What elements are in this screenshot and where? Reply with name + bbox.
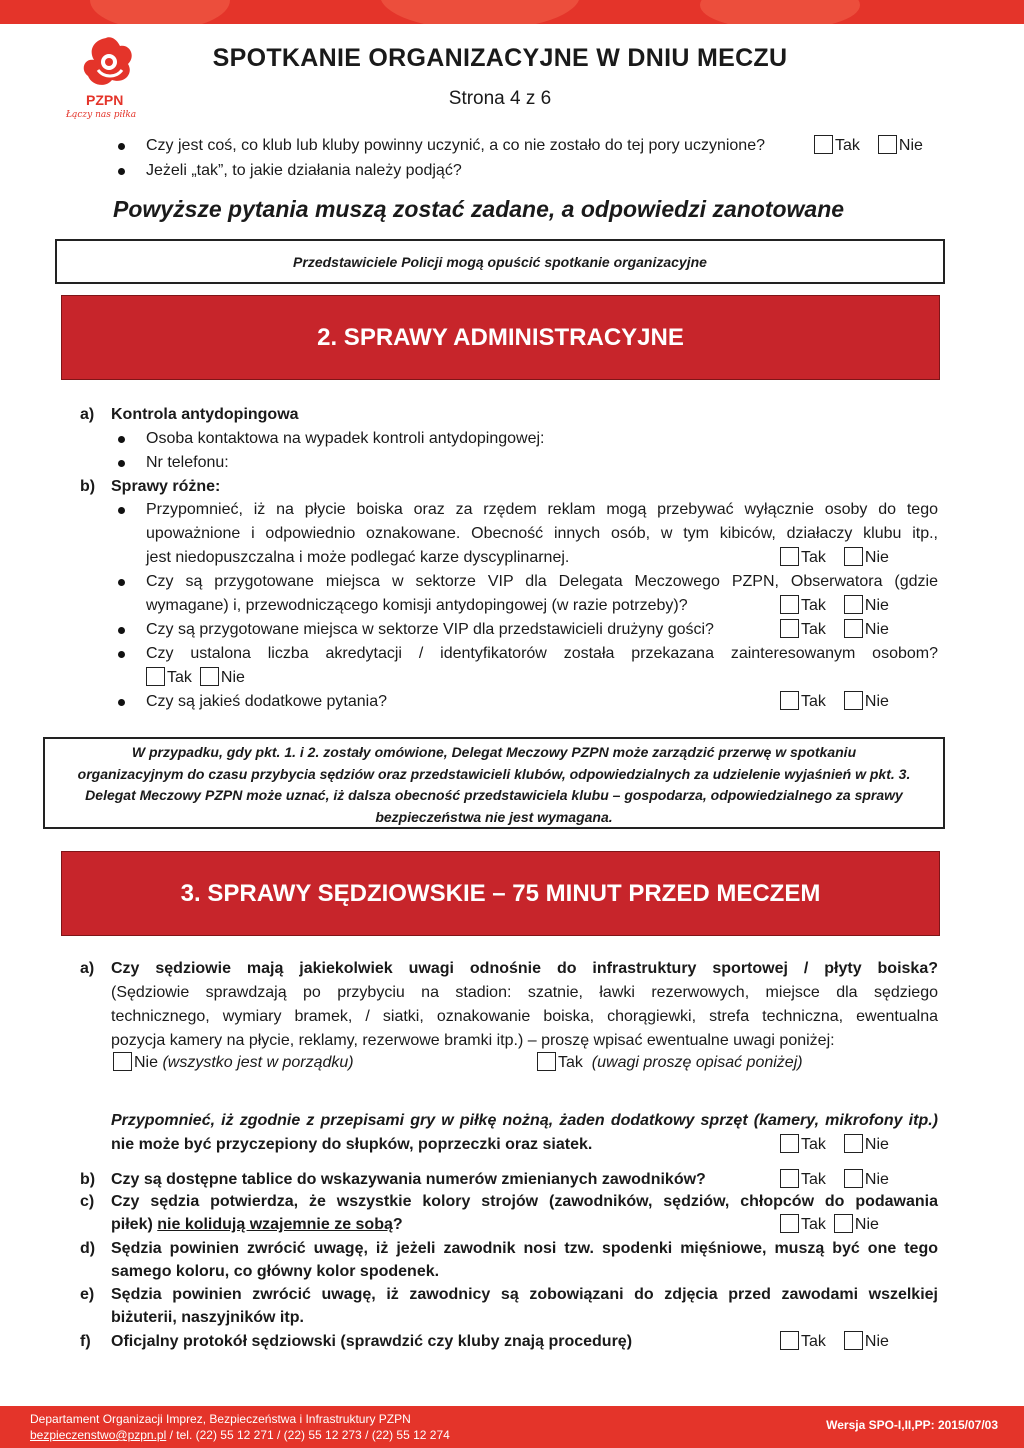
no-checkbox[interactable] xyxy=(844,1331,863,1350)
yes-checkbox[interactable] xyxy=(780,1169,799,1188)
kit-colors-text: piłek) xyxy=(111,1216,153,1233)
no-label: Nie xyxy=(864,621,889,638)
infrastructure-yes-option xyxy=(537,1051,803,1075)
no-label: Nie xyxy=(864,693,889,710)
yes-label: Tak xyxy=(801,1171,826,1188)
section-3-header xyxy=(61,851,940,936)
yes-label: Tak xyxy=(801,1216,826,1233)
bullet xyxy=(118,579,125,586)
no-label: Nie xyxy=(864,597,889,614)
footer-phones: / tel. (22) 55 12 271 / (22) 55 12 273 / (22) 55 12 274 xyxy=(166,1428,450,1442)
no-label: Nie xyxy=(898,137,923,154)
no-checkbox[interactable] xyxy=(200,667,219,686)
no-checkbox[interactable] xyxy=(844,691,863,710)
item-letter: a) xyxy=(80,960,95,977)
no-checkbox[interactable] xyxy=(113,1052,132,1071)
kit-colors-question: Czy sędzia potwierdza, że wszystkie kolory strojów (zawodników, sędziów, chłopców do podawania xyxy=(111,1193,938,1210)
logo-tagline: Łączy nas piłka xyxy=(66,110,137,120)
break-notice-line: organizacyjnym do czasu przybycia sędziów oraz przedstawicieli klubów, odpowiedzialnych za udzielenie wyjaśnień w pkt. 3. xyxy=(77,765,911,782)
bullet xyxy=(118,168,125,175)
police-note-box xyxy=(55,239,945,284)
accreditation-question: Czy ustalona liczba akredytacji / identyfikatorów została przekazana zainteresowanym osobom? xyxy=(146,645,938,662)
no-option-note: (wszystko jest w porządku) xyxy=(162,1054,354,1071)
substitution-boards-answer xyxy=(780,1168,889,1192)
misc-reminder-answer xyxy=(780,546,889,570)
bullet xyxy=(118,507,125,514)
intro-question-1: Czy jest coś, co klub lub kluby powinny uczynić, a co nie zostało do tej pory uczynione? xyxy=(146,137,765,154)
bullet xyxy=(118,460,125,467)
no-checkbox[interactable] xyxy=(844,547,863,566)
jewelry-rule-line: Sędzia powinien zwrócić uwagę, iż zawodnicy są zobowiązani do zdjęcia przed zawodami wszelkiej xyxy=(111,1286,938,1303)
footer-version: Wersja SPO-I,II,PP: 2015/07/03 xyxy=(826,1418,998,1432)
yes-label: Tak xyxy=(558,1054,583,1071)
equipment-reminder-line: Przypomnieć, iż zgodnie z przepisami gry w piłkę nożną, żaden dodatkowy sprzęt (kamery, mikrofony itp.) xyxy=(111,1112,938,1129)
vip-seats-question-line: wymagane) i, przewodniczącego komisji antydopingowej (w razie potrzeby)? xyxy=(146,597,688,614)
no-checkbox[interactable] xyxy=(878,135,897,154)
jewelry-rule-line: biżuterii, naszyjników itp. xyxy=(111,1309,304,1326)
intro-q1-answer xyxy=(814,134,923,158)
infrastructure-details-line: technicznego, wymiary bramek, / siatki, oznakowanie boiska, chorągiewki, strefa techniczna, ewentualna xyxy=(111,1008,938,1025)
yes-checkbox[interactable] xyxy=(814,135,833,154)
pzpn-logo xyxy=(66,34,142,124)
footer-email-link[interactable]: bezpieczenstwo@pzpn.pl xyxy=(30,1428,167,1442)
item-letter: e) xyxy=(80,1286,95,1303)
yes-label: Tak xyxy=(801,621,826,638)
yes-label: Tak xyxy=(835,137,860,154)
bullet xyxy=(118,436,125,443)
yes-label: Tak xyxy=(801,549,826,566)
yes-label: Tak xyxy=(801,1333,826,1350)
intro-question-2: Jeżeli „tak”, to jakie działania należy podjąć? xyxy=(146,162,462,179)
yes-checkbox[interactable] xyxy=(780,1331,799,1350)
doping-contact-person: Osoba kontaktowa na wypadek kontroli antydopingowej: xyxy=(146,430,545,447)
no-label: Nie xyxy=(220,669,245,686)
bullet xyxy=(118,143,125,150)
misc-reminder-line: Przypomnieć, iż na płycie boiska oraz za rzędem reklam mogą przebywać wyłącznie osoby do tego xyxy=(146,501,938,518)
logo-text: PZPN xyxy=(86,92,124,108)
yes-checkbox[interactable] xyxy=(780,595,799,614)
yes-label: Tak xyxy=(801,597,826,614)
header-decor-bar xyxy=(0,0,1024,24)
misc-reminder-line: jest niedopuszczalna i może podlegać karze dyscyplinarnej. xyxy=(146,549,570,566)
no-label: Nie xyxy=(854,1216,879,1233)
equipment-reminder-line: nie może być przyczepiony do słupków, poprzeczki oraz siatek. xyxy=(111,1136,593,1153)
break-notice-box xyxy=(43,737,945,829)
guest-seats-question: Czy są przygotowane miejsca w sektorze VIP dla przedstawicieli drużyny gości? xyxy=(146,621,714,638)
doping-phone: Nr telefonu: xyxy=(146,454,229,471)
yes-label: Tak xyxy=(167,669,192,686)
break-notice-line: W przypadku, gdy pkt. 1. i 2. zostały omówione, Delegat Meczowy PZPN może zarządzić przerwę w spotkaniu xyxy=(131,744,857,760)
yes-checkbox[interactable] xyxy=(780,619,799,638)
page-number: Strona 4 z 6 xyxy=(448,88,552,109)
kit-colors-answer xyxy=(780,1213,879,1237)
no-label: Nie xyxy=(864,1171,889,1188)
item-letter: c) xyxy=(80,1193,95,1210)
kit-colors-underlined: nie kolidują wzajemnie ze sobą xyxy=(157,1216,393,1233)
kit-colors-question-cont xyxy=(111,1213,403,1237)
no-label: Nie xyxy=(864,1333,889,1350)
misc-heading: Sprawy różne: xyxy=(111,478,221,495)
section-2-title: 2. SPRAWY ADMINISTRACYJNE xyxy=(317,323,684,351)
doping-control-heading: Kontrola antydopingowa xyxy=(111,406,299,423)
no-label: Nie xyxy=(134,1054,159,1071)
shorts-rule-line: samego koloru, co główny kolor spodenek. xyxy=(111,1263,440,1280)
referee-protocol-question: Oficjalny protokół sędziowski (sprawdzić czy kluby znają procedurę) xyxy=(111,1333,633,1350)
kit-colors-mark: ? xyxy=(392,1216,403,1233)
yes-label: Tak xyxy=(801,693,826,710)
infrastructure-details-line: (Sędziowie sprawdzają po przybyciu na stadion: szatnie, ławki rezerwowych, miejsce dla sędziego xyxy=(111,984,938,1001)
misc-reminder-line: upoważnione i odpowiednio oznakowane. Obecność innych osób, w tym kibiców, działaczy klubu itp., xyxy=(146,525,938,542)
yes-label: Tak xyxy=(801,1136,826,1153)
emphasis-note: Powyższe pytania muszą zostać zadane, a odpowiedzi zanotowane xyxy=(113,196,845,222)
bullet xyxy=(118,627,125,634)
section-2-header xyxy=(61,295,940,380)
bullet xyxy=(118,651,125,658)
yes-checkbox[interactable] xyxy=(780,691,799,710)
guest-seats-answer xyxy=(780,618,889,642)
infrastructure-no-option xyxy=(113,1051,354,1075)
substitution-boards-question: Czy są dostępne tablice do wskazywania numerów zmienianych zawodników? xyxy=(111,1171,706,1188)
item-letter: b) xyxy=(80,478,96,495)
yes-checkbox[interactable] xyxy=(537,1052,556,1071)
shorts-rule-line: Sędzia powinien zwrócić uwagę, iż jeżeli zawodnik nosi tzw. spodenki mięśniowe, muszą być one tego xyxy=(111,1240,938,1257)
footer-department: Departament Organizacji Imprez, Bezpieczeństwa i Infrastruktury PZPN xyxy=(30,1412,411,1426)
infrastructure-details-line: pozycja kamery na płycie, reklamy, rezerwowe bramki itp.) – proszę wpisać ewentualne uwagi poniżej: xyxy=(111,1032,835,1049)
no-label: Nie xyxy=(864,1136,889,1153)
bullet xyxy=(118,699,125,706)
referee-protocol-answer xyxy=(780,1330,889,1354)
item-letter: b) xyxy=(80,1171,96,1188)
break-notice-line: bezpieczeństwa nie jest wymagana. xyxy=(375,808,613,825)
item-letter: f) xyxy=(80,1333,91,1350)
accreditation-answer xyxy=(146,666,245,690)
section-3-title: 3. SPRAWY SĘDZIOWSKIE – 75 MINUT PRZED MECZEM xyxy=(180,879,821,907)
equipment-reminder-answer xyxy=(780,1133,889,1157)
no-checkbox[interactable] xyxy=(844,619,863,638)
document-title: SPOTKANIE ORGANIZACYJNE W DNIU MECZU xyxy=(212,44,788,72)
vip-seats-question-line: Czy są przygotowane miejsca w sektorze VIP dla Delegata Meczowego PZPN, Obserwatora (gdzie xyxy=(146,573,938,590)
yes-checkbox[interactable] xyxy=(780,1134,799,1153)
no-label: Nie xyxy=(864,549,889,566)
infrastructure-question: Czy sędziowie mają jakiekolwiek uwagi odnośnie do infrastruktury sportowej / płyty boiska? xyxy=(111,960,938,977)
police-note: Przedstawiciele Policji mogą opuścić spotkanie organizacyjne xyxy=(293,253,707,270)
yes-checkbox[interactable] xyxy=(780,1214,799,1233)
no-checkbox[interactable] xyxy=(844,1169,863,1188)
additional-questions-answer xyxy=(780,690,889,714)
footer-contact xyxy=(30,1411,450,1443)
yes-option-note: (uwagi proszę opisać poniżej) xyxy=(591,1054,803,1071)
yes-checkbox[interactable] xyxy=(780,547,799,566)
no-checkbox[interactable] xyxy=(844,1134,863,1153)
additional-questions: Czy są jakieś dodatkowe pytania? xyxy=(146,693,388,710)
item-letter: a) xyxy=(80,406,95,423)
no-checkbox[interactable] xyxy=(844,595,863,614)
yes-checkbox[interactable] xyxy=(146,667,165,686)
break-notice-line: Delegat Meczowy PZPN może uznać, iż dalsza obecność przedstawiciela klubu – gospodarza, odpowiedzialnego za sprawy xyxy=(85,787,903,803)
no-checkbox[interactable] xyxy=(834,1214,853,1233)
vip-seats-answer xyxy=(780,594,889,618)
item-letter: d) xyxy=(80,1240,96,1257)
footer-contacts-line xyxy=(30,1427,450,1443)
